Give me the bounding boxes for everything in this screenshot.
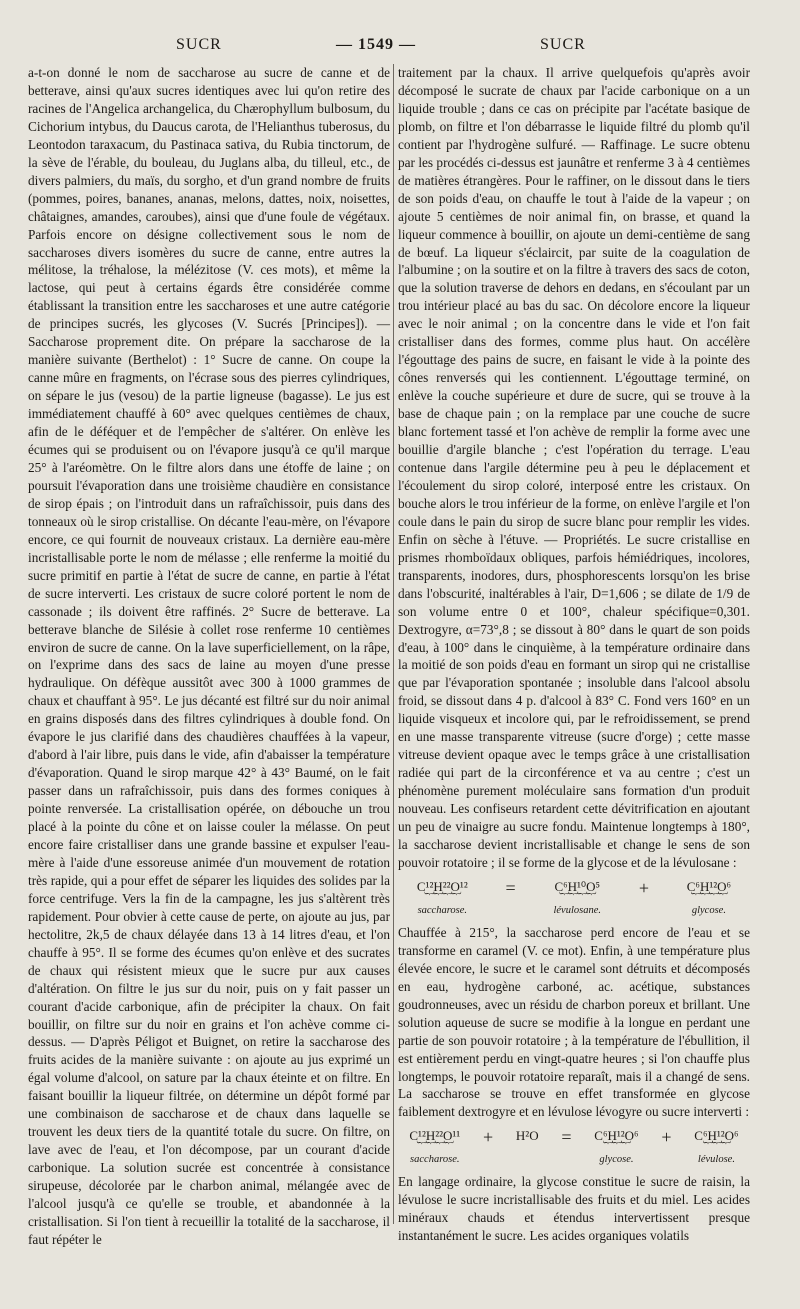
- formula-operator: =: [505, 877, 516, 898]
- formula-term: [553, 878, 601, 920]
- formula-label: glycose.: [599, 1154, 634, 1166]
- formula-term: [687, 878, 731, 920]
- page-number: — 1549 —: [336, 36, 416, 53]
- underbrace: ︸︸︸: [702, 1142, 730, 1154]
- formula-term: [409, 1127, 460, 1169]
- formula-term: [594, 1127, 638, 1169]
- formula-saccharose-decomposition: [398, 878, 750, 918]
- formula-inversion: [398, 1127, 750, 1167]
- formula-term: [694, 1127, 738, 1169]
- formula-expression: C⁶H¹²O⁶: [694, 1128, 739, 1144]
- formula-expression: C⁶H¹²O⁶: [594, 1128, 639, 1144]
- formula-label: glycose.: [691, 904, 726, 916]
- underbrace: ︸︸︸︸: [559, 892, 596, 904]
- header-left-title: SUCR: [176, 36, 222, 53]
- formula-operator: +: [638, 877, 649, 898]
- formula-label: saccharose.: [417, 904, 468, 916]
- right-column: [398, 64, 750, 1244]
- column-divider: [393, 64, 394, 1224]
- underbrace: ︸︸︸: [602, 1142, 630, 1154]
- formula-expression: C⁶H¹²O⁶: [686, 878, 732, 894]
- formula-label: saccharose.: [410, 1154, 460, 1166]
- right-paragraph-1: traitement par la chaux. Il arrive quelquefois qu'après avoir décomposé le sucrate de chaux par l'acide carbonique on a un liquide trouble ; dans ce cas on précipite par l'acétate basique de plomb, on filtre et l'on débarrasse le liquide filtré du plomb qu'il contient par l'hydrogène sulfuré. — Raffinage. Le sucre obtenu par les procédés ci-dessus est jaunâtre et renferme 3 à 4 centièmes de matières étrangères. Pour le raffiner, on le dissout dans le tiers de son poids d'eau, on chauffe le tout à l'aide de la vapeur ; on ajoute 5 centièmes de noir animal fin, on brasse, et quand la liqueur commence à bouillir, on ajoute un demi-centième de sang de bœuf. La liqueur s'éclaircit, par suite de la coagulation de l'albumine ; on la soutire et on la filtre à travers des sacs de coton, que la solution traverse de dehors en dedans, en s'écoulant par un trou intérieur placé au bas du sac. On décolore encore la liqueur avec le noir animal ; on la concentre dans le vide et l'on fait cristalliser dans des formes, comme plus haut. On accélère l'égouttage des pains de sucre, en faisant le vide à la pointe des cônes renversés qui les contiennent. L'égouttage terminé, on enlève la couche supérieure et dure de sucre, qui se trouve à la base de chaque pain ; on la remplace par une couche de sucre blanc fortement tassé et l'on achève de remplir la forme avec une bouillie d'argile blanche ; c'est l'opération du terrage. L'eau contenue dans l'argile détermine peu à peu le déplacement et l'écoulement du sirop coloré, interposé entre les cristaux. On bouche alors le trou inférieur de la forme, on enlève l'argile et l'on coule dans le pain du sirop de sucre blanc pour remplir les vides. Enfin on sèche à l'étuve. — Propriétés. Le sucre cristallise en prismes rhomboïdaux obliques, parfois hémiédriques, incolores, transparents, inodores, durs, phosphorescents lorsqu'on les brise dans l'obscurité, inaltérables à l'air, D=1,606 ; se dilate de 1/9 de son volume entre 0 et 100°, chaleur spécifique=0,301. Dextrogyre, α=73°,8 ; se dissout à 80° dans le quart de son poids d'eau, à 100° dans le cinquième, à la température ordinaire dans la moitié de son poids d'eau en formant un sirop qui ne cristallise que par l'évaporation spontanée ; insoluble dans l'alcool absolu froid, se dissout dans 4 p. d'alcool à 83° C. Fond vers 160° en un liquide visqueux et incolore qui, par le refroidissement, se prend en une masse transparente vitreuse (sucre d'orge) ; cette masse vitreuse devient opaque avec le temps grâce à une cristallisation radiée qui part de la circonférence et va au centre ; c'est un phénomène purement moléculaire sans formation d'un produit nouveau. Les confiseurs retardent cette dévitrification en ajoutant un peu de vinaigre au sucre fondu. Maintenue longtemps à 180°, la saccharose devient incristallisable et change le sens de son pouvoir rotatoire ; il se forme de la glycose et de la lévulosane :: [398, 65, 750, 870]
- underbrace: ︸︸︸︸: [424, 892, 461, 904]
- formula-expression: C¹²H²²O¹²: [416, 878, 468, 894]
- formula-expression: H²O: [515, 1128, 539, 1144]
- formula-operator: +: [482, 1127, 494, 1148]
- running-head: [0, 36, 800, 58]
- formula-expression: C¹²H²²O¹¹: [409, 1128, 461, 1144]
- formula-term: [417, 878, 468, 920]
- formula-term: [516, 1127, 539, 1145]
- formula-expression: C⁶H¹⁰O⁵: [554, 878, 601, 894]
- left-column: [28, 64, 390, 1247]
- formula-operator: =: [561, 1127, 572, 1148]
- underbrace: ︸︸︸︸: [416, 1142, 453, 1154]
- header-right-title: SUCR: [540, 36, 586, 53]
- right-paragraph-2: Chauffée à 215°, la saccharose perd encore de l'eau et se transforme en caramel (V. ce mot). Enfin, à une température plus élevée encore, le sucre et le caramel sont détruits et décomposés en eau, hydrogène carboné, ac. acétique, substances goudronneuses, avec un résidu de charbon poreux et brillant. Une solution aqueuse de sucre se modifie à la longue en perdant une partie de son pouvoir rotatoire ; à la température de l'ébullition, il est entièrement perdu en vingt-quatre heures ; si l'on chauffe plus longtemps, le pouvoir rotatoire reparaît, mais il a changé de sens. La saccharose se trouve en effet transformée en glycose faiblement dextrogyre et en lévulose lévogyre ou sucre interverti :: [398, 924, 750, 1120]
- right-paragraph-3: En langage ordinaire, la glycose constitue le sucre de raisin, la lévulose le sucre incristallisable des fruits et du miel. Les acides minéraux chauds et étendus intervertissent presque instantanément le sucre. Les acides organiques volatils: [398, 1174, 750, 1244]
- formula-label: lévulose.: [697, 1154, 735, 1166]
- underbrace: ︸︸︸︸: [690, 892, 727, 904]
- formula-operator: +: [661, 1127, 672, 1148]
- left-column-text: a-t-on donné le nom de saccharose au sucre de canne et de betterave, ainsi qu'aux sucres identiques avec lui qu'on retire des racines de l'Angelica archangelica, du Chærophyllum bulbosum, du Cichorium intybus, du Daucus carota, de l'Helianthus tuberosus, du Leontodon taraxacum, du Pastinaca sativa, du Rubia tinctorum, de la sève de l'érable, du bouleau, du Juglans alba, du tilleul, etc., de divers palmiers, du maïs, du sorgho, et d'un grand nombre de fruits (pommes, poires, bananes, ananas, melons, dattes, noix, noisettes, châtaignes, amandes, caroubes), ainsi que d'une foule de végétaux. Parfois encore on désigne collectivement sous le nom de saccharoses divers isomères du sucre de canne, entre autres la mélitose, la tréhalose, la mélézitose (V. ces mots), et même la lactose, qui peut à certains égards être considérée comme établissant la transition entre les saccharoses et une autre catégorie de principes sucrés, les glycoses (V. Sucrés [Principes]). — Saccharose proprement dite. On prépare la saccharose de la manière suivante (Berthelot) : 1° Sucre de canne. On coupe la canne mûre en fragments, on l'écrase sous des pierres cylindriques, on sépare le jus (vesou) de la partie ligneuse (bagasse). Le jus est immédiatement chauffé à 60° avec quelques centièmes de chaux, afin de le déféquer et de l'empêcher de s'altérer. On enlève les écumes qui se produisent ou on l'évapore jusqu'à ce qu'il marque 25° à l'aréomètre. On le filtre alors dans une étoffe de laine ; on poursuit l'évaporation dans une troisième chaudière en consistance de sirop épais ; on l'introduit dans un rafraîchissoir, puis dans des tonneaux où le sirop cristallise. On décante l'eau-mère, on l'évapore encore, ce qui fournit de nouveaux cristaux. La dernière eau-mère incristallisable porte le nom de mélasse ; elle renferme la moitié du sucre primitif en partie à l'état de sucre de canne, en partie à l'état de sucre interverti. Les cristaux de sucre coloré portent le nom de cassonade ; ils doivent être raffinés. 2° Sucre de betterave. La betterave blanche de Silésie à collet rose renferme 10 centièmes environ de sucre de canne. On la lave superficiellement, on la râpe, on l'exprime dans des sacs de laine au moyen d'une presse hydraulique. On défèque aussitôt avec 300 à 1000 grammes de chaux et chauffant à 95°. Le jus décanté est filtré sur du noir animal en grains disposés dans des filtres cylindriques à double fond. On évapore le jus clarifié dans des chaudières chauffées à la vapeur, d'abord à l'air libre, puis dans le vide, afin d'abaisser la température d'évaporation. Quand le sirop marque 42° à 43° Baumé, on le fait passer dans un rafraîchissoir, puis dans des formes coniques à pointe renversée. La cristallisation opérée, on débouche un trou placé à la pointe du cône et on laisse couler la mélasse. On peut encore faire cristalliser dans une grande bassine et expulser l'eau-mère à l'aide d'une essoreuse animée d'un mouvement de rotation très rapide, qui a pour effet de séparer les liquides des solides par la force centrifuge. Vers la fin de la campagne, les jus s'altèrent très rapidement. Pour obvier à cette cause de perte, on ajoute au jus, par hectolitre, 2k,5 de chaux délayée dans 13 à 14 litres d'eau, et l'on chauffe à 95°. Il se forme des écumes qu'on enlève et des sucrates de chaux qui résistent mieux que le sucre pur aux causes d'altération. On filtre le jus sur du noir, puis on y fait passer un courant d'acide carbonique, afin de précipiter la chaux. On fait bouillir, on filtre sur du noir en grains et l'on achève comme ci-dessus. — D'après Péligot et Buignet, on retire la saccharose des fruits acides de la manière suivante : on ajoute au jus exprimé un égal volume d'alcool, on sature par la chaux éteinte et on filtre. En faisant bouillir la liqueur filtrée, on détermine un dépôt formé par une combinaison de saccharose et de chaux dans laquelle se trouvent les deux tiers de la quantité totale du sucre. On filtre, on lave avec de l'eau, et l'on décompose, par un courant d'acide carbonique. La solution sucrée est concentrée à consistance sirupeuse, décolorée par le charbon animal, mélangée avec de l'alcool jusqu'à ce qu'elle se trouble, et abandonnée à la cristallisation. Si l'on tient à recueillir la totalité de la saccharose, il faut répéter le: [28, 65, 390, 1247]
- formula-label: lévulosane.: [553, 904, 602, 916]
